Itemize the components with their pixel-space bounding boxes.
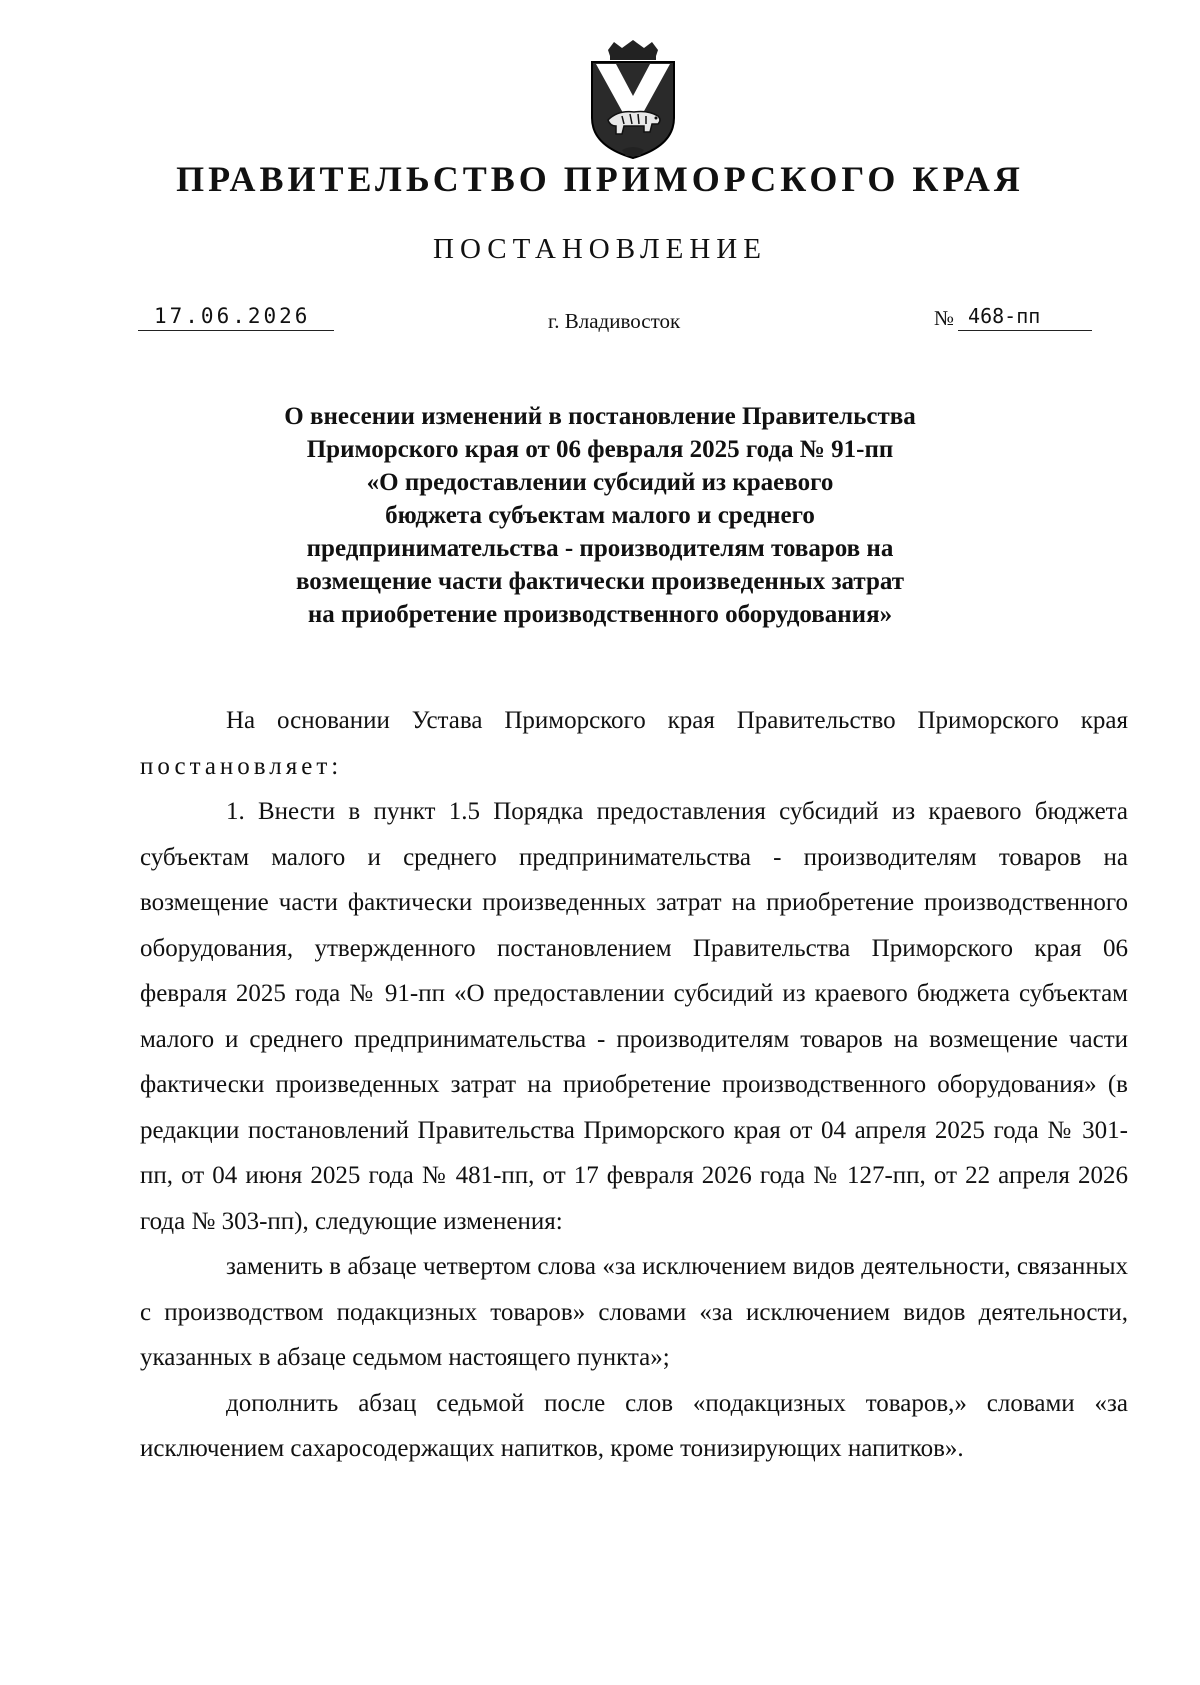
document-type: ПОСТАНОВЛЕНИЕ [433,233,767,265]
subject-line: возмещение части фактически произведенных затрат [295,568,905,595]
subject-line: Приморского края от 06 февраля 2025 года № 91-пп [306,436,894,463]
document-number: 468-пп [958,304,1092,331]
document-subject [210,400,990,631]
document-body [140,698,1128,1472]
number-sign: № [934,306,955,330]
subject-line: бюджета субъектам малого и среднего [385,502,815,529]
document-city: г. Владивосток [548,309,681,333]
organization-title: ПРАВИТЕЛЬСТВО ПРИМОРСКОГО КРАЯ [176,159,1024,199]
item-1-paragraph: 1. Внести в пункт 1.5 Порядка предоставления субсидий из краевого бюджета субъектам малого и среднего предпринимательства - производителям товаров на возмещение части фактически произведенных затрат на приобретение производственного оборудования, утвержденного постановлением Правительства Приморского края 06 февраля 2025 года № 91-пп «О предоставлении субсидий из краевого бюджета субъектам малого и среднего предпринимательства - производителям товаров на возмещение части фактически произведенных затрат на приобретение производственного оборудования» (в редакции постановлений Правительства Приморского края от 04 апреля 2025 года № 301-пп, от 04 июня 2025 года № 481-пп, от 17 февраля 2026 года № 127-пп, от 22 апреля 2026 года № 303-пп), следующие изменения: [140,798,1128,1235]
subject-line: предпринимательства - производителям товаров на [306,535,894,562]
change-2-paragraph: дополнить абзац седьмой после слов «подакцизных товаров,» словами «за исключением сахаросодержащих напитков, кроме тонизирующих напитков». [140,1389,1128,1462]
document-number-block [934,304,1092,331]
preamble-text: На основании Устава Приморского края Правительство Приморского края [226,707,1128,734]
change-1-paragraph: заменить в абзаце четвертом слова «за исключением видов деятельности, связанных с производством подакцизных товаров» словами «за исключением видов деятельности, указанных в абзаце седьмом настоящего пункта»; [140,1253,1128,1371]
subject-line: О внесении изменений в постановление Правительства [284,403,916,430]
preamble-paragraph [140,698,1128,789]
decree-word: постановляет: [140,752,343,780]
subject-line: на приобретение производственного оборудования» [307,601,893,628]
document-date: 17.06.2026 [138,304,334,331]
subject-line: «О предоставлении субсидий из краевого [366,469,834,496]
coat-of-arms-icon [578,40,688,164]
